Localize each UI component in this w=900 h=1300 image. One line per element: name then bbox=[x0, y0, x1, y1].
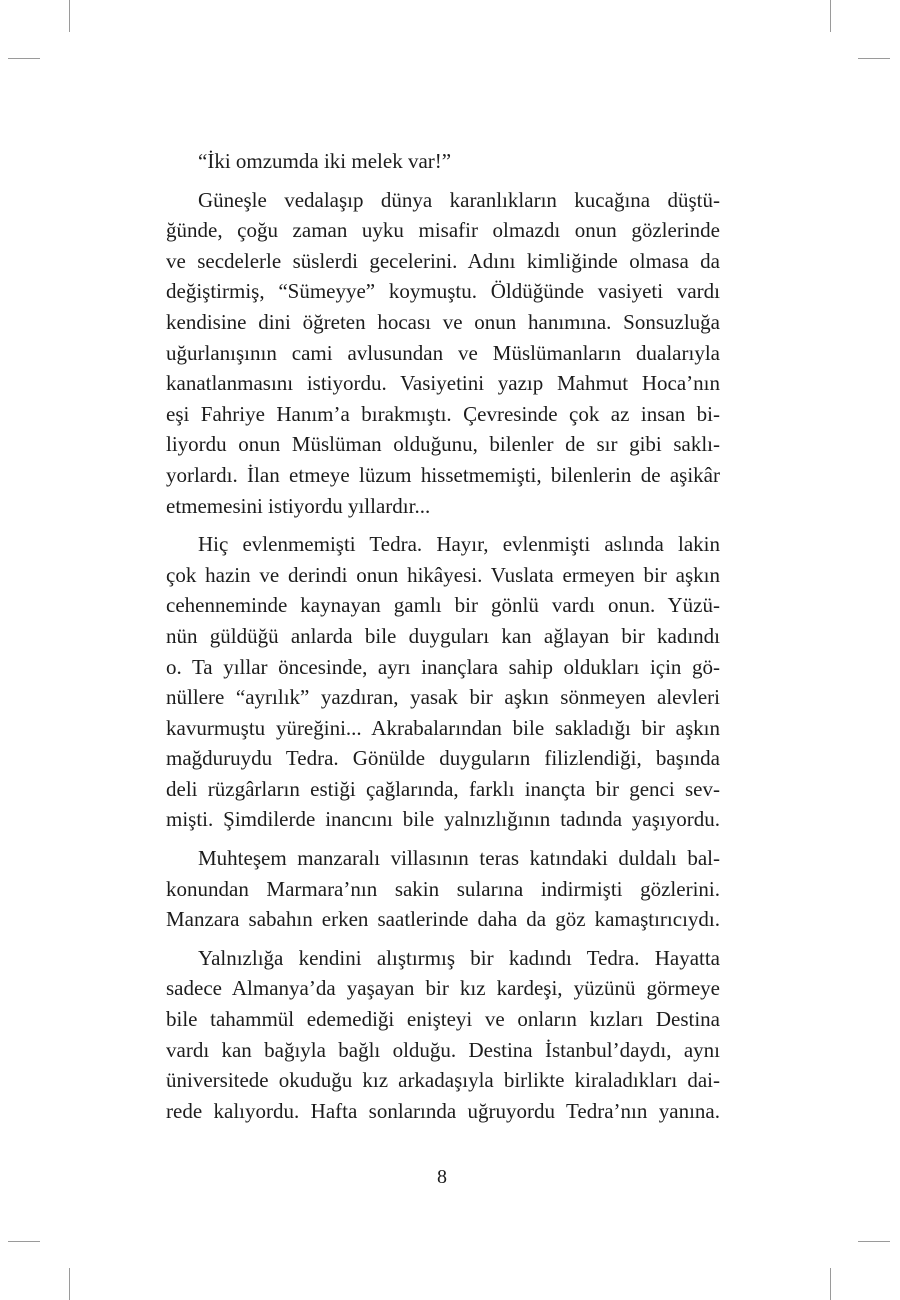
body-text bbox=[166, 146, 720, 1134]
text-line: üniversitede okuduğu kız arkadaşıyla birlikte kiraladıkları dai- bbox=[166, 1068, 720, 1093]
text-line: kanatlanmasını istiyordu. Vasiyetini yazıp Mahmut Hoca’nın bbox=[166, 371, 720, 396]
crop-mark-top-right bbox=[830, 0, 831, 32]
crop-mark-bottom-left bbox=[69, 1268, 70, 1300]
crop-mark-right-bottom bbox=[858, 1241, 890, 1242]
text-line: mağduruydu Tedra. Gönülde duyguların filizlendiği, başında bbox=[166, 746, 720, 771]
crop-mark-right-top bbox=[858, 58, 890, 59]
crop-mark-left-bottom bbox=[8, 1241, 40, 1242]
paragraph bbox=[166, 146, 720, 177]
text-line: Güneşle vedalaşıp dünya karanlıkların kucağına düştü- bbox=[198, 187, 720, 212]
text-line: yorlardı. İlan etmeye lüzum hissetmemişti, bilenlerin de aşikâr bbox=[166, 462, 720, 487]
text-line: kavurmuştu yüreğini... Akrabalarından bile sakladığı bir aşkın bbox=[166, 715, 720, 740]
text-line: eşi Fahriye Hanım’a bırakmıştı. Çevresinde çok az insan bi- bbox=[166, 401, 720, 426]
text-line: konundan Marmara’nın sakin sularına indirmişti gözlerini. bbox=[166, 876, 720, 901]
text-line: sadece Almanya’da yaşayan bir kız kardeşi, yüzünü görmeye bbox=[166, 976, 720, 1001]
text-line: rede kalıyordu. Hafta sonlarında uğruyordu Tedra’nın yanına. bbox=[166, 1098, 720, 1123]
text-line: mişti. Şimdilerde inancını bile yalnızlığının tadında yaşıyordu. bbox=[166, 807, 720, 832]
text-line: cehenneminde kaynayan gamlı bir gönlü vardı onun. Yüzü- bbox=[166, 593, 720, 618]
text-line: ğünde, çoğu zaman uyku misafir olmazdı onun gözlerinde bbox=[166, 218, 720, 243]
crop-mark-bottom-right bbox=[830, 1268, 831, 1300]
text-line: değiştirmiş, “Sümeyye” koymuştu. Öldüğünde vasiyeti vardı bbox=[166, 279, 720, 304]
crop-mark-left-top bbox=[8, 58, 40, 59]
text-line: vardı kan bağıyla bağlı olduğu. Destina İstanbul’daydı, aynı bbox=[166, 1037, 720, 1062]
text-line: bile tahammül edemediği enişteyi ve onların kızları Destina bbox=[166, 1007, 720, 1032]
crop-mark-top-left bbox=[69, 0, 70, 32]
text-line: etmemesini istiyordu yıllardır... bbox=[166, 493, 431, 518]
text-line: kendisine dini öğreten hocası ve onun hanımına. Sonsuzluğa bbox=[166, 309, 720, 334]
text-line: nün güldüğü anlarda bile duyguları kan ağlayan bir kadındı bbox=[166, 623, 720, 648]
text-line: Hiç evlenmemişti Tedra. Hayır, evlenmişti aslında lakin bbox=[198, 532, 720, 557]
text-line: nüllere “ayrılık” yazdıran, yasak bir aşkın sönmeyen alevleri bbox=[166, 685, 720, 710]
text-line: Muhteşem manzaralı villasının teras katındaki duldalı bal- bbox=[198, 846, 720, 871]
paragraph bbox=[166, 843, 720, 935]
text-line: Yalnızlığa kendini alıştırmış bir kadındı Tedra. Hayatta bbox=[198, 945, 720, 970]
text-line: deli rüzgârların estiği çağlarında, farklı inançta bir genci sev- bbox=[166, 776, 720, 801]
text-line: uğurlanışının cami avlusundan ve Müslümanların dualarıyla bbox=[166, 340, 720, 365]
text-line: Manzara sabahın erken saatlerinde daha da göz kamaştırıcıydı. bbox=[166, 907, 720, 932]
page-number: 8 bbox=[437, 1166, 447, 1188]
paragraph bbox=[166, 185, 720, 522]
text-line: “İki omzumda iki melek var!” bbox=[198, 149, 452, 173]
text-line: o. Ta yıllar öncesinde, ayrı inançlara sahip oldukları için gö- bbox=[166, 654, 720, 679]
text-line: çok hazin ve derindi onun hikâyesi. Vuslata ermeyen bir aşkın bbox=[166, 562, 720, 587]
paragraph bbox=[166, 943, 720, 1127]
text-line: ve secdelerle süslerdi gecelerini. Adını kimliğinde olmasa da bbox=[166, 248, 720, 273]
paragraph bbox=[166, 529, 720, 835]
text-line: liyordu onun Müslüman olduğunu, bilenler de sır gibi saklı- bbox=[166, 432, 720, 457]
